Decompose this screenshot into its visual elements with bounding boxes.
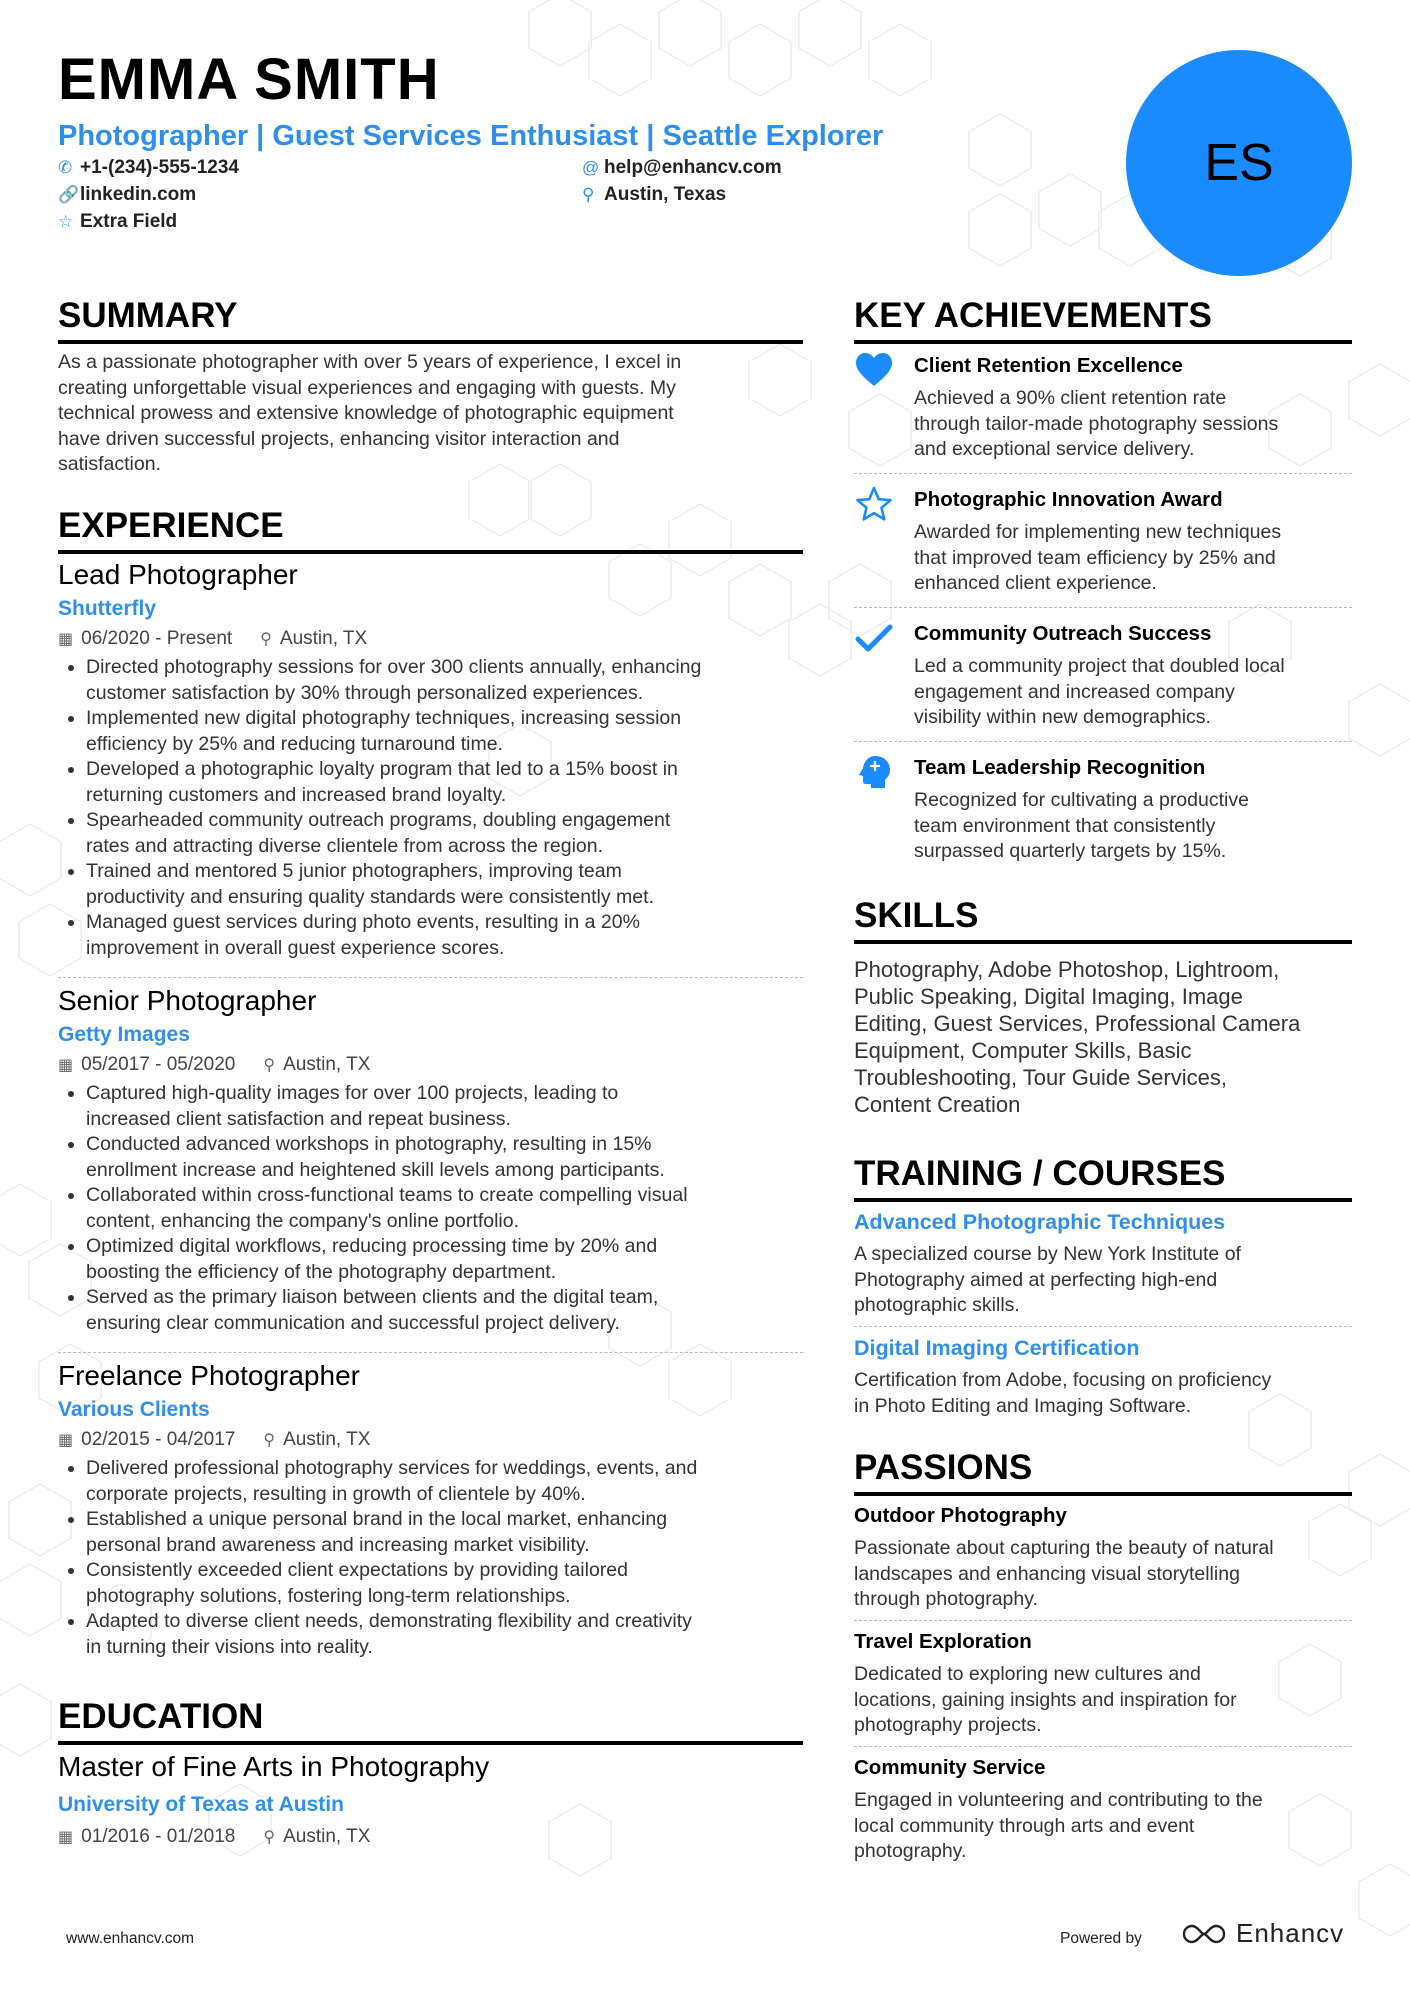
star-outline-icon: ☆ — [58, 212, 74, 231]
divider — [58, 977, 803, 978]
course-description — [854, 1242, 1352, 1319]
job-bullets — [58, 655, 803, 961]
job-role: Lead Photographer — [58, 559, 298, 590]
bullet-line: personal brand awareness and increasing market visibility. — [86, 1533, 590, 1556]
job-bullet — [86, 859, 803, 910]
achievement-item — [854, 754, 1352, 865]
achievement-title: Community Outreach Success — [914, 622, 1212, 645]
skills-line: Editing, Guest Services, Professional Camera — [854, 1011, 1301, 1036]
skills-list — [854, 956, 1354, 1118]
calendar-icon: ▦ — [58, 1829, 74, 1846]
calendar-icon: ▦ — [58, 1432, 74, 1449]
achievement-line: through tailor-made photography sessions — [914, 412, 1279, 435]
job-bullet — [86, 1609, 803, 1660]
bullet-line: Adapted to diverse client needs, demonstrating flexibility and creativity — [86, 1610, 692, 1632]
bullet-line: efficiency by 25% and reducing turnaround time. — [86, 732, 503, 755]
company-name: Getty Images — [58, 1023, 190, 1046]
bullet-line: Optimized digital workflows, reducing processing time by 20% and — [86, 1235, 658, 1257]
achievement-item — [854, 620, 1352, 731]
bullet-line: returning customers and increased brand loyalty. — [86, 783, 507, 806]
degree: Master of Fine Arts in Photography — [58, 1751, 490, 1782]
phone-contact[interactable] — [58, 156, 239, 180]
hexagon-shape — [529, 0, 591, 66]
job-bullet — [86, 757, 803, 808]
job-dates: 02/2015 - 04/2017 — [81, 1429, 236, 1450]
hexagon-shape — [589, 24, 651, 96]
passion-description — [854, 1788, 1352, 1865]
skills-line: Equipment, Computer Skills, Basic — [854, 1038, 1192, 1063]
passion-line: locations, gaining insights and inspiration for — [854, 1688, 1237, 1711]
achievement-line: team environment that consistently — [914, 814, 1216, 837]
bullet-line: corporate projects, resulting in growth of clientele by 40%. — [86, 1482, 586, 1505]
extra-field — [58, 210, 177, 234]
education-location: Austin, TX — [283, 1826, 371, 1847]
summary-line: have driven successful projects, enhancing visitor interaction and — [58, 427, 620, 450]
job-location: Austin, TX — [283, 1054, 371, 1075]
star-icon — [854, 486, 896, 522]
divider — [854, 1326, 1352, 1327]
bullet-line: Implemented new digital photography techniques, increasing session — [86, 707, 682, 729]
hexagon-shape — [659, 0, 721, 66]
job-dates: 05/2017 - 05/2020 — [81, 1054, 236, 1075]
job-bullet — [86, 1081, 803, 1132]
infinity-logo-icon — [1180, 1922, 1228, 1946]
course-title: Advanced Photographic Techniques — [854, 1210, 1226, 1234]
hexagon-shape — [0, 824, 61, 896]
bullet-line: boosting the efficiency of the photography department. — [86, 1260, 557, 1283]
hexagon-shape — [869, 24, 931, 96]
course-description — [854, 1368, 1352, 1419]
achievement-line: Recognized for cultivating a productive — [914, 789, 1249, 811]
job-location: Austin, TX — [283, 1429, 371, 1450]
bullet-line: content, enhancing the company's online portfolio. — [86, 1209, 520, 1232]
job-bullets — [58, 1456, 803, 1660]
job-role: Freelance Photographer — [58, 1360, 360, 1391]
linkedin-contact[interactable] — [58, 183, 196, 207]
hexagon-shape — [1359, 1864, 1410, 1936]
summary-line: technical prowess and extensive knowledge of photographic equipment — [58, 402, 674, 425]
passion-line: landscapes and enhancing visual storytelling — [854, 1562, 1240, 1585]
job-bullet — [86, 808, 803, 859]
location-pin-icon: ⚲ — [263, 1057, 276, 1074]
avatar — [1126, 50, 1352, 276]
passion-description — [854, 1662, 1352, 1739]
company-name: Shutterfly — [58, 597, 157, 620]
hexagon-shape — [0, 1684, 51, 1756]
training-title: TRAINING / COURSES — [854, 1154, 1352, 1202]
job-bullet — [86, 910, 803, 961]
hexagon-shape — [0, 1184, 51, 1256]
job-meta — [58, 626, 803, 653]
job-entry — [58, 984, 803, 1336]
job-bullet — [86, 1456, 803, 1507]
job-bullet — [86, 1234, 803, 1285]
education-title: EDUCATION — [58, 1697, 803, 1745]
achievement-title: Client Retention Excellence — [914, 354, 1183, 377]
course-line: Certification from Adobe, focusing on proficiency — [854, 1369, 1272, 1391]
achievement-line: surpassed quarterly targets by 15%. — [914, 840, 1227, 863]
company-name: Various Clients — [58, 1398, 210, 1421]
achievement-line: Awarded for implementing new techniques — [914, 521, 1282, 543]
divider — [854, 607, 1352, 608]
job-bullet — [86, 706, 803, 757]
hexagon-shape — [1039, 174, 1101, 246]
job-role: Senior Photographer — [58, 985, 317, 1016]
powered-by-label: Powered by — [1060, 1930, 1142, 1947]
job-meta — [58, 1052, 803, 1079]
footer-website-link[interactable]: www.enhancv.com — [66, 1930, 195, 1947]
job-entry — [58, 558, 803, 961]
location-pin-icon: ⚲ — [260, 631, 272, 648]
bullet-line: Conducted advanced workshops in photography, resulting in 15% — [86, 1133, 652, 1155]
summary-line: satisfaction. — [58, 453, 161, 476]
heart-icon — [854, 352, 896, 388]
location-pin-icon: ⚲ — [582, 185, 595, 204]
summary-line: creating unforgettable visual experiences and engaging with guests. My — [58, 376, 676, 399]
skills-line: Troubleshooting, Tour Guide Services, — [854, 1065, 1227, 1090]
achievement-line: and exceptional service delivery. — [914, 438, 1195, 461]
avatar-initials: ES — [1204, 134, 1274, 192]
course-line: photographic skills. — [854, 1294, 1020, 1317]
skills-line: Photography, Adobe Photoshop, Lightroom, — [854, 957, 1280, 982]
achievements-title: KEY ACHIEVEMENTS — [854, 296, 1352, 344]
summary-text — [58, 350, 803, 478]
hexagon-shape — [969, 194, 1031, 266]
divider — [58, 1352, 803, 1353]
location-text: Austin, Texas — [604, 184, 727, 205]
bullet-line: Consistently exceeded client expectations by providing tailored — [86, 1559, 628, 1581]
achievement-title: Photographic Innovation Award — [914, 488, 1223, 511]
checkmark-icon — [854, 620, 896, 656]
bullet-line: Served as the primary liaison between clients and the digital team, — [86, 1286, 659, 1308]
bullet-line: Delivered professional photography services for weddings, events, and — [86, 1457, 698, 1479]
phone-icon: ✆ — [58, 158, 73, 177]
divider — [854, 1620, 1352, 1621]
achievement-line: Achieved a 90% client retention rate — [914, 387, 1227, 409]
job-entry — [58, 1359, 803, 1660]
summary-line: As a passionate photographer with over 5 years of experience, I excel in — [58, 351, 682, 373]
summary-title: SUMMARY — [58, 296, 803, 344]
bullet-line: photography solutions, fostering long-term relationships. — [86, 1584, 571, 1607]
job-bullets — [58, 1081, 803, 1336]
job-bullet — [86, 1132, 803, 1183]
passion-line: Engaged in volunteering and contributing to the — [854, 1789, 1263, 1811]
passion-line: Passionate about capturing the beauty of natural — [854, 1537, 1274, 1559]
bullet-line: Directed photography sessions for over 300 clients annually, enhancing — [86, 656, 702, 678]
skills-title: SKILLS — [854, 896, 1352, 944]
passion-title: Travel Exploration — [854, 1630, 1032, 1653]
skills-line: Content Creation — [854, 1092, 1021, 1117]
job-bullet — [86, 1558, 803, 1609]
calendar-icon: ▦ — [58, 1057, 74, 1074]
location-pin-icon: ⚲ — [263, 1829, 276, 1846]
bullet-line: improvement in overall guest experience scores. — [86, 936, 505, 959]
bullet-line: productivity and ensuring quality standards were consistently met. — [86, 885, 654, 908]
bullet-line: Managed guest services during photo events, resulting in a 20% — [86, 911, 640, 933]
education-dates: 01/2016 - 01/2018 — [81, 1826, 236, 1847]
job-bullet — [86, 1183, 803, 1234]
divider — [854, 473, 1352, 474]
hexagon-shape — [799, 0, 861, 66]
bullet-line: enrollment increase and heightened skill levels among participants. — [86, 1158, 665, 1181]
job-bullet — [86, 1285, 803, 1336]
course-title: Digital Imaging Certification — [854, 1336, 1140, 1360]
phone-text: +1-(234)-555-1234 — [80, 157, 239, 178]
job-bullet — [86, 655, 803, 706]
bullet-line: in turning their visions into reality. — [86, 1635, 373, 1658]
school: University of Texas at Austin — [58, 1793, 344, 1816]
experience-title: EXPERIENCE — [58, 506, 803, 554]
achievement-line: that improved team efficiency by 25% and — [914, 546, 1276, 569]
job-dates: 06/2020 - Present — [81, 628, 233, 649]
achievement-item — [854, 352, 1352, 463]
job-bullet — [86, 1507, 803, 1558]
calendar-icon: ▦ — [58, 631, 74, 648]
bullet-line: increased client satisfaction and repeat business. — [86, 1107, 511, 1130]
bullet-line: Captured high-quality images for over 100 projects, leading to — [86, 1082, 619, 1104]
achievement-line: Led a community project that doubled local — [914, 655, 1285, 677]
achievement-line: enhanced client experience. — [914, 572, 1157, 595]
achievement-description — [914, 654, 1352, 731]
education-meta — [58, 1824, 370, 1851]
hexagon-shape — [729, 24, 791, 96]
divider — [854, 741, 1352, 742]
passion-description — [854, 1536, 1352, 1613]
link-icon: 🔗 — [58, 185, 80, 204]
achievement-description — [914, 788, 1352, 865]
passions-title: PASSIONS — [854, 1448, 1352, 1496]
achievement-description — [914, 386, 1352, 463]
bullet-line: rates and attracting diverse clientele from across the region. — [86, 834, 604, 857]
hexagon-shape — [1349, 684, 1410, 756]
achievement-line: engagement and increased company — [914, 680, 1235, 703]
passion-line: photography projects. — [854, 1714, 1042, 1737]
passion-line: local community through arts and event — [854, 1814, 1195, 1837]
candidate-name: EMMA SMITH — [58, 47, 440, 112]
hexagon-shape — [1349, 1454, 1410, 1526]
job-location: Austin, TX — [279, 628, 368, 649]
achievement-item — [854, 486, 1352, 597]
passion-title: Community Service — [854, 1756, 1046, 1779]
bullet-line: Developed a photographic loyalty program that led to a 15% boost in — [86, 758, 678, 780]
bullet-line: Trained and mentored 5 junior photographers, improving team — [86, 860, 622, 882]
hexagon-shape — [0, 1564, 61, 1636]
location-contact — [582, 183, 726, 207]
passion-title: Outdoor Photography — [854, 1504, 1067, 1527]
achievement-line: visibility within new demographics. — [914, 706, 1211, 729]
course-line: Photography aimed at perfecting high-end — [854, 1268, 1218, 1291]
brand-name: Enhancv — [1236, 1918, 1345, 1948]
bullet-line: Collaborated within cross-functional teams to create compelling visual — [86, 1184, 688, 1206]
hexagon-shape — [1349, 364, 1410, 436]
head-icon — [854, 754, 896, 790]
location-pin-icon: ⚲ — [263, 1432, 276, 1449]
extra-field-text: Extra Field — [80, 211, 178, 232]
email-contact[interactable] — [582, 156, 782, 180]
achievement-title: Team Leadership Recognition — [914, 756, 1206, 779]
hexagon-shape — [969, 114, 1031, 186]
skills-line: Public Speaking, Digital Imaging, Image — [854, 984, 1243, 1009]
passion-line: Dedicated to exploring new cultures and — [854, 1663, 1201, 1685]
passion-line: photography. — [854, 1840, 967, 1863]
course-line: A specialized course by New York Institute of — [854, 1243, 1241, 1265]
divider — [854, 1746, 1352, 1747]
headline: Photographer | Guest Services Enthusiast | Seattle Explorer — [58, 120, 884, 152]
passion-line: through photography. — [854, 1588, 1038, 1611]
at-icon: @ — [582, 158, 600, 177]
hexagon-shape — [549, 1804, 611, 1876]
bullet-line: ensuring clear communication and successful project delivery. — [86, 1311, 620, 1334]
email-text: help@enhancv.com — [604, 157, 782, 178]
achievement-description — [914, 520, 1352, 597]
job-meta — [58, 1427, 803, 1454]
bullet-line: customer satisfaction by 30% through personalized experiences. — [86, 681, 644, 704]
bullet-line: Spearheaded community outreach programs, doubling engagement — [86, 809, 671, 831]
enhancv-logo[interactable] — [1180, 1918, 1344, 1949]
bullet-line: Established a unique personal brand in the local market, enhancing — [86, 1508, 668, 1530]
linkedin-text: linkedin.com — [80, 184, 197, 205]
course-line: in Photo Editing and Imaging Software. — [854, 1394, 1192, 1417]
